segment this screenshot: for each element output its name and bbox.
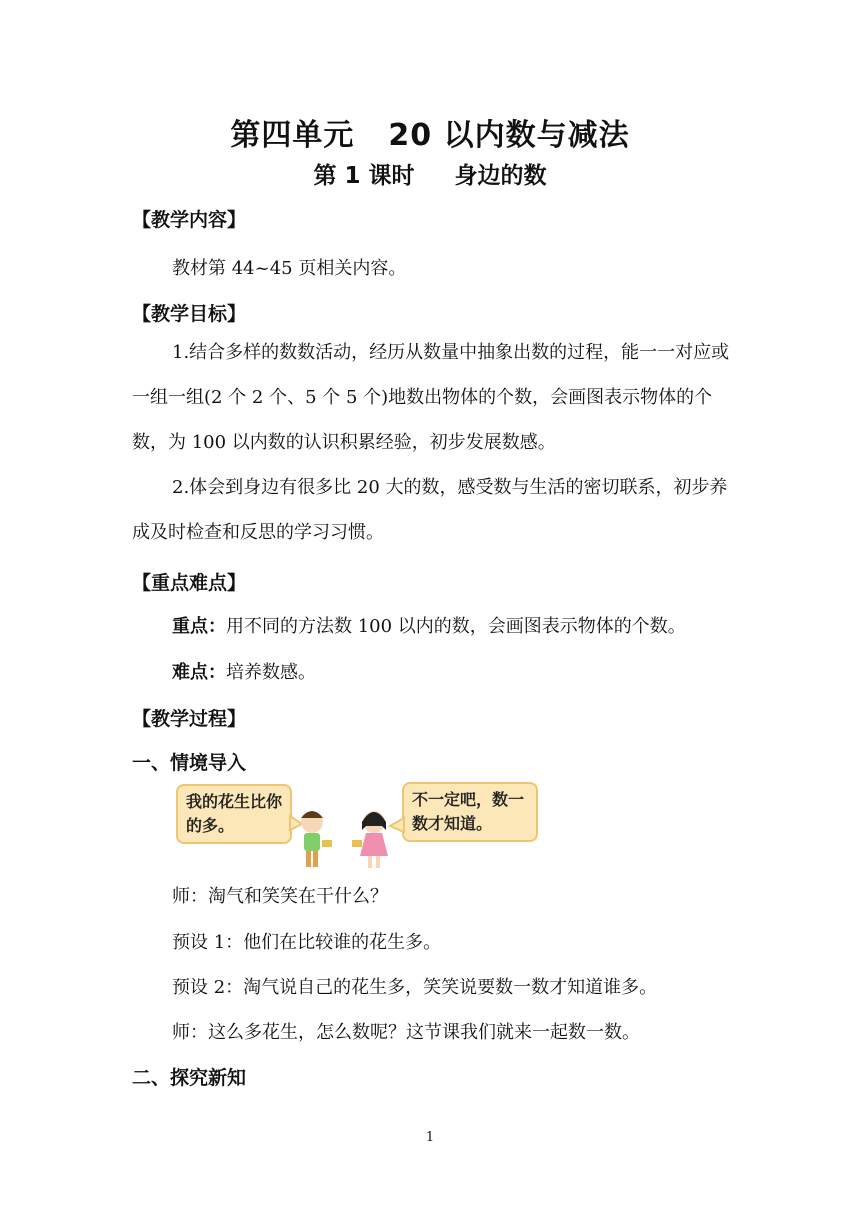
key-point — [172, 612, 686, 638]
part2-heading: 二、探究新知 — [132, 1067, 247, 1089]
key-heading: 【重点难点】 — [132, 572, 247, 594]
key-label: 重点： — [172, 616, 226, 637]
lesson-title — [0, 157, 860, 190]
goal-1: 1.结合多样的数数活动，经历从数量中抽象出数的过程，能一一对应或一组一组(2 个 2 个、5 个 5 个)地数出物体的个数，会画图表示物体的个数，为 100 以内数的认识积累经验，初步发展数感。 — [132, 342, 730, 453]
difficulty-point — [172, 658, 316, 684]
unit-topic: 20 以内数与减法 — [388, 118, 630, 153]
dialog-line-2: 预设 1：他们在比较谁的花生多。 — [172, 932, 442, 953]
unit-title — [0, 110, 860, 154]
page-number: 1 — [425, 1130, 435, 1145]
unit-label: 第四单元 — [230, 118, 355, 153]
dialog-line-4: 师：这么多花生，怎么数呢？这节课我们就来一起数一数。 — [172, 1022, 640, 1043]
lesson-label: 第 1 课时 — [313, 163, 415, 189]
part1-heading: 一、情境导入 — [132, 752, 247, 774]
dialog-line-3: 预设 2：淘气说自己的花生多，笑笑说要数一数才知道谁多。 — [172, 977, 658, 998]
lesson-name: 身边的数 — [454, 163, 547, 189]
process-heading: 【教学过程】 — [132, 708, 247, 730]
bubble-left-text: 我的花生比你的多。 — [186, 792, 283, 835]
goals-heading: 【教学目标】 — [132, 303, 247, 325]
difficulty-label: 难点： — [172, 662, 226, 683]
dialog-line-1: 师：淘气和笑笑在干什么？ — [172, 886, 388, 907]
children-icon — [176, 782, 544, 876]
key-text: 用不同的方法数 100 以内的数，会画图表示物体的个数。 — [226, 616, 686, 637]
illustration — [176, 782, 544, 876]
goal-2: 2.体会到身边有很多比 20 大的数，感受数与生活的密切联系，初步养成及时检查和反思的学习习惯。 — [132, 477, 728, 543]
content-text: 教材第 44~45 页相关内容。 — [172, 258, 407, 279]
difficulty-text: 培养数感。 — [226, 662, 316, 683]
bubble-right-text: 不一定吧，数一数才知道。 — [412, 790, 525, 833]
content-heading: 【教学内容】 — [132, 209, 247, 231]
